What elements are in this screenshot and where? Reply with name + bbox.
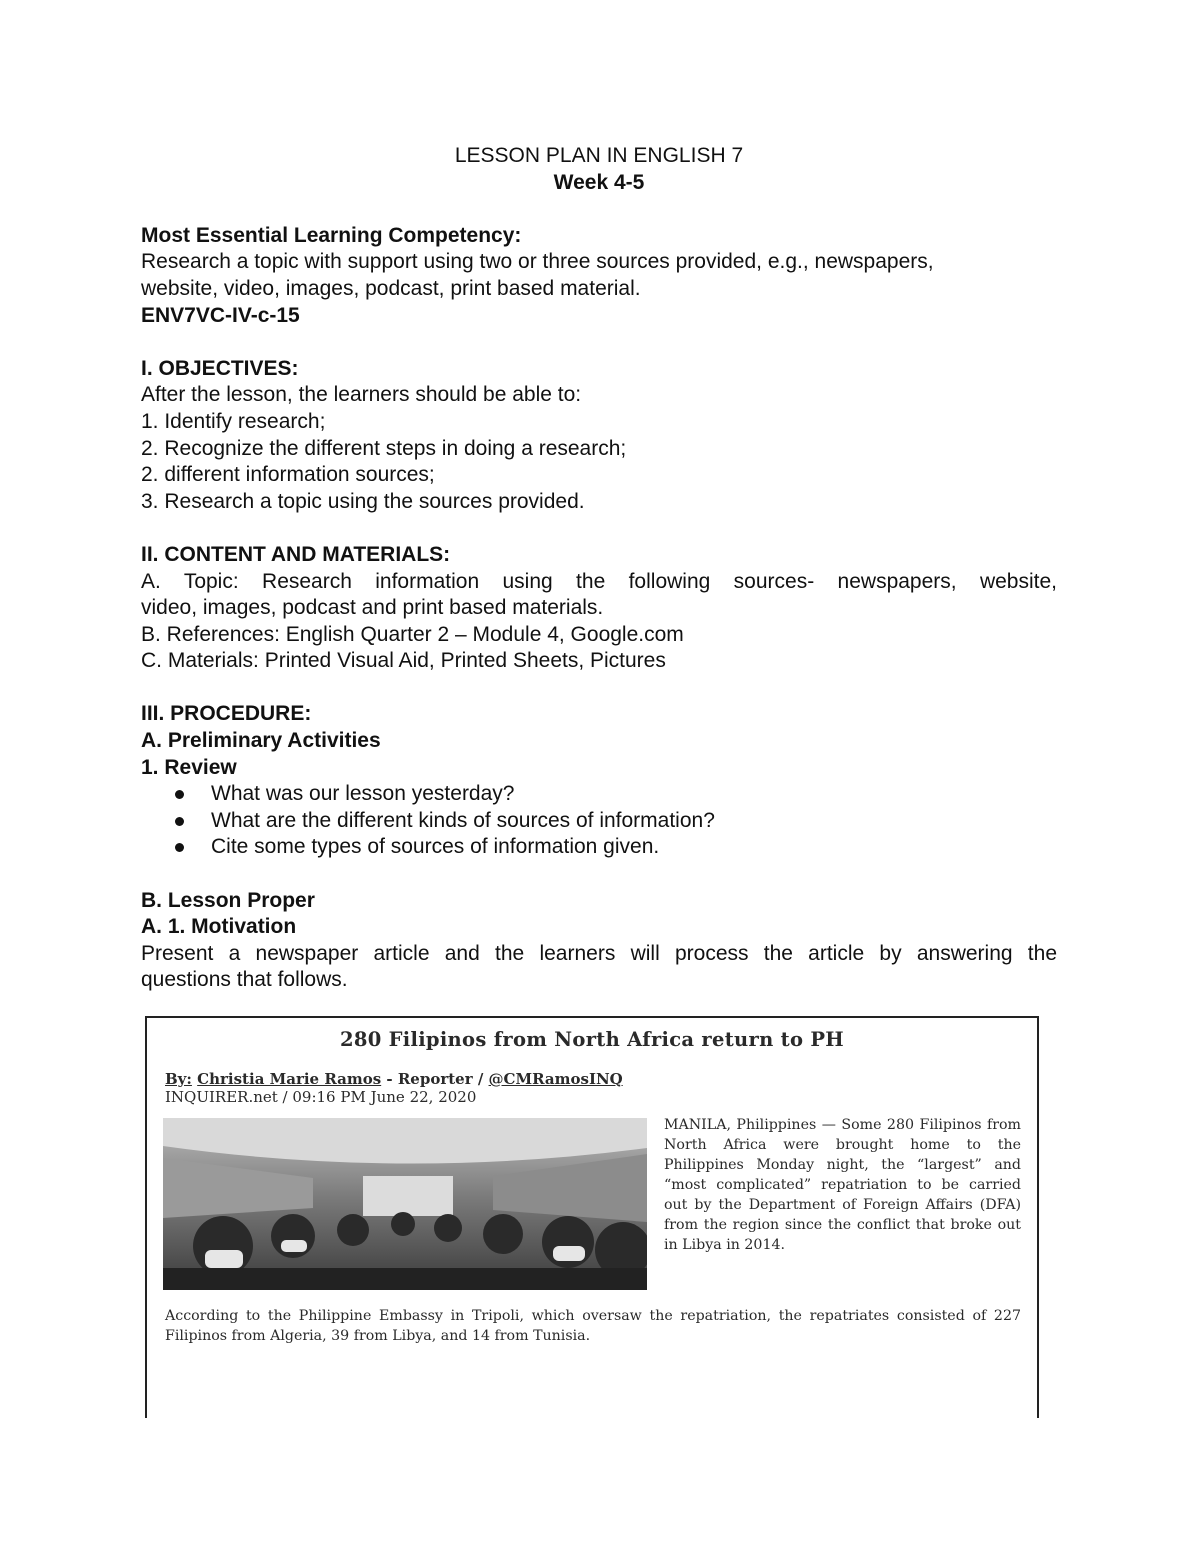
melc-code: ENV7VC-IV-c-15 (141, 303, 300, 327)
objectives-heading: I. OBJECTIVES: (141, 356, 299, 380)
content-topic-line-1: A. Topic: Research information using the following sources- newspapers, website, (141, 569, 1057, 593)
melc-text-line-1: Research a topic with support using two or three sources provided, e.g., newspapers, (141, 250, 934, 274)
list-item: What are the different kinds of sources of information? (141, 808, 1057, 835)
objective-item: 2. Recognize the different steps in doing a research; (141, 436, 627, 460)
content-heading: II. CONTENT AND MATERIALS: (141, 542, 451, 566)
melc-heading: Most Essential Learning Competency: (141, 223, 522, 247)
content-materials: C. Materials: Printed Visual Aid, Printed Sheets, Pictures (141, 649, 666, 673)
objective-item: 1. Identify research; (141, 409, 326, 433)
author-role: - Reporter / (381, 1070, 489, 1088)
document-title: LESSON PLAN IN ENGLISH 7 (454, 144, 744, 167)
objective-item: 3. Research a topic using the sources provided. (141, 489, 585, 513)
motivation-text-line-1: Present a newspaper article and the learners will process the article by answering the (141, 941, 1057, 965)
author-handle: @CMRamosINQ (488, 1070, 623, 1088)
article-second-paragraph: According to the Philippine Embassy in Tripoli, which oversaw the repatriation, the repatriates consisted of 227 Filipinos from Algeria, 39 from Libya, and 14 from Tunisia. (165, 1308, 1021, 1344)
article-source-date: INQUIRER.net / 09:16 PM June 22, 2020 (165, 1088, 477, 1106)
newspaper-article-clipping (145, 1016, 1039, 1418)
motivation-text-line-2: questions that follows. (141, 968, 348, 992)
motivation-heading: A. 1. Motivation (141, 915, 297, 939)
list-item: Cite some types of sources of information given. (141, 834, 1057, 861)
content-references: B. References: English Quarter 2 – Module 4, Google.com (141, 622, 684, 646)
author-name: Christia Marie Ramos (197, 1070, 382, 1088)
byline-label: By: (165, 1070, 192, 1088)
article-lead-paragraph: MANILA, Philippines — Some 280 Filipinos from North Africa were brought home to the Philippines Monday night, the “largest” and “most complicated” repatriation to be carried out by the Department of Foreign Affairs (DFA) from the region since the conflict that broke out in Libya in 2014. (664, 1117, 1021, 1253)
objective-item: 2. different information sources; (141, 463, 435, 487)
lesson-plan-body (141, 143, 1057, 994)
content-topic-line-2: video, images, podcast and print based materials. (141, 596, 604, 620)
article-photo-passengers-in-bus (163, 1118, 647, 1290)
lesson-proper-heading: B. Lesson Proper (141, 888, 315, 912)
article-byline (165, 1070, 623, 1088)
list-item: What was our lesson yesterday? (141, 781, 1057, 808)
article-headline: 280 Filipinos from North Africa return to PH (339, 1028, 845, 1051)
preliminary-activities-heading: A. Preliminary Activities (141, 729, 381, 753)
review-heading: 1. Review (141, 755, 237, 779)
procedure-heading: III. PROCEDURE: (141, 702, 312, 726)
review-question-list (141, 781, 1057, 861)
melc-text-line-2: website, video, images, podcast, print based material. (141, 276, 641, 300)
objectives-intro: After the lesson, the learners should be able to: (141, 383, 582, 407)
week-label: Week 4-5 (553, 170, 645, 194)
